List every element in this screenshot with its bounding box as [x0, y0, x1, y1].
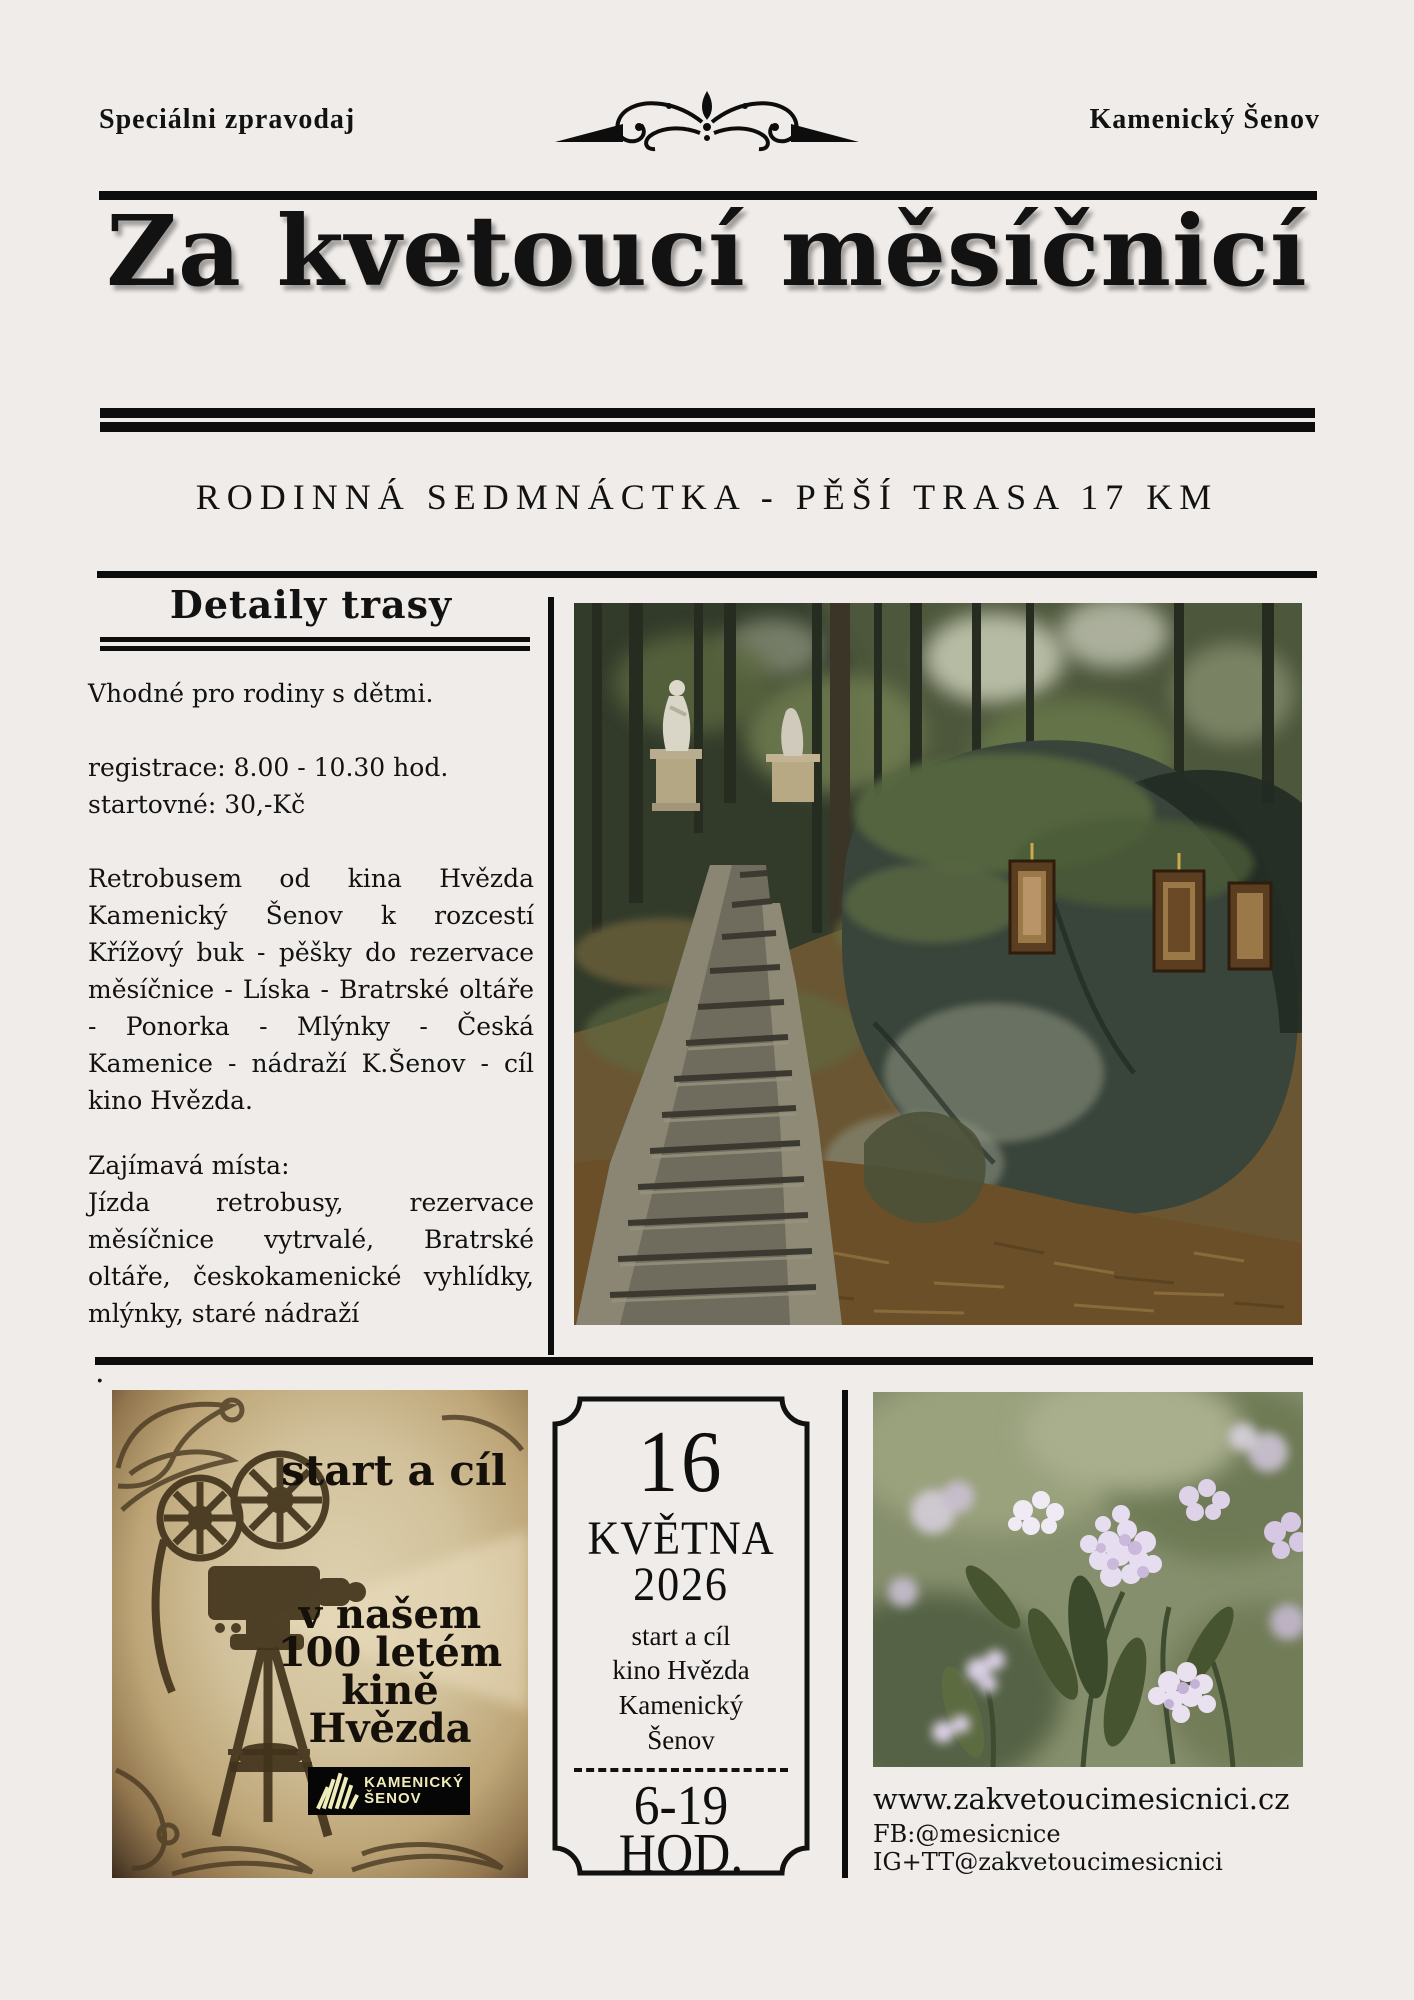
poster-title: Za kvetoucí měsíčnicí [106, 194, 1308, 308]
stray-period: . [95, 1355, 105, 1390]
subtitle: RODINNÁ SEDMNÁCTKA - PĚŠÍ TRASA 17 KM [195, 477, 1219, 517]
registration-time: registrace: 8.00 - 10.30 hod. [88, 753, 449, 782]
title-rule-top [100, 408, 1315, 418]
details-heading: Detaily trasy [169, 582, 453, 627]
points-of-interest-label: Zajímavá místa: [88, 1151, 290, 1180]
card-line-1: v našem [298, 1591, 482, 1638]
ticket-divider [842, 1390, 848, 1878]
event-year: 2026 [633, 1558, 729, 1611]
cinema-promo-card [112, 1390, 528, 1878]
route-description: Retrobusem od kina Hvězda Kamenický Šenov k rozcestí Křížový buk - pěšky do rezervace měsíčnice - Líska - Bratrské oltáře - Ponorka - Mlýnky - Česká Kamenice - nádraží K.Šenov - cíl kino Hvězda. [88, 864, 534, 1115]
website-url: www.zakvetoucimesicnici.cz [873, 1782, 1290, 1816]
header-kicker: Speciálni zpravodaj [99, 104, 356, 135]
event-hours-unit: HOD. [618, 1823, 744, 1885]
ticket-town-line2: Šenov [647, 1725, 715, 1755]
section-divider-rule [95, 1357, 1313, 1365]
points-of-interest-list: Jízda retrobusy, rezervace měsíčnice vytrvalé, Bratrské oltáře, českokamenické vyhlídky, mlýnky, staré nádraží [88, 1188, 534, 1328]
event-hours: 6-19 [633, 1775, 729, 1837]
header-location: Kamenický Šenov [1089, 104, 1320, 135]
card-start-label: start a cíl [281, 1446, 507, 1495]
logo-text-line1: KAMENICKÝ [364, 1774, 464, 1791]
ornament-flourish-icon [547, 86, 867, 160]
details-registration [88, 749, 534, 823]
details-section [88, 582, 534, 1332]
event-day: 16 [637, 1414, 725, 1511]
ticket-town-line1: Kamenický [618, 1690, 744, 1720]
glass-mountain-icon [314, 1771, 359, 1811]
forest-stairs-photo [574, 603, 1302, 1325]
card-line-2: 100 letém [277, 1629, 503, 1676]
card-venue-lines [260, 1591, 520, 1752]
ticket-venue: kino Hvězda [612, 1655, 750, 1685]
ticket-start-label: start a cíl [631, 1621, 731, 1651]
details-suitability: Vhodné pro rodiny s dětmi. [88, 679, 434, 708]
event-month: KVĚTNA [587, 1512, 775, 1565]
entry-fee: startovné: 30,-Kč [88, 790, 306, 819]
subtitle-rule [97, 571, 1317, 578]
date-ticket [548, 1392, 814, 1885]
lunaria-flowers-photo [873, 1392, 1303, 1767]
social-handles: FB:@mesicnice IG+TT@zakvetoucimesicnici [873, 1820, 1223, 1876]
ticket-dashed-rule [574, 1768, 788, 1772]
card-line-3: kině Hvězda [308, 1667, 472, 1752]
kamenicky-senov-logo [308, 1767, 470, 1815]
details-heading-rule [100, 637, 530, 651]
title-rule-bottom [100, 422, 1315, 432]
logo-text-line2: ŠENOV [364, 1790, 422, 1807]
column-divider [548, 597, 554, 1355]
